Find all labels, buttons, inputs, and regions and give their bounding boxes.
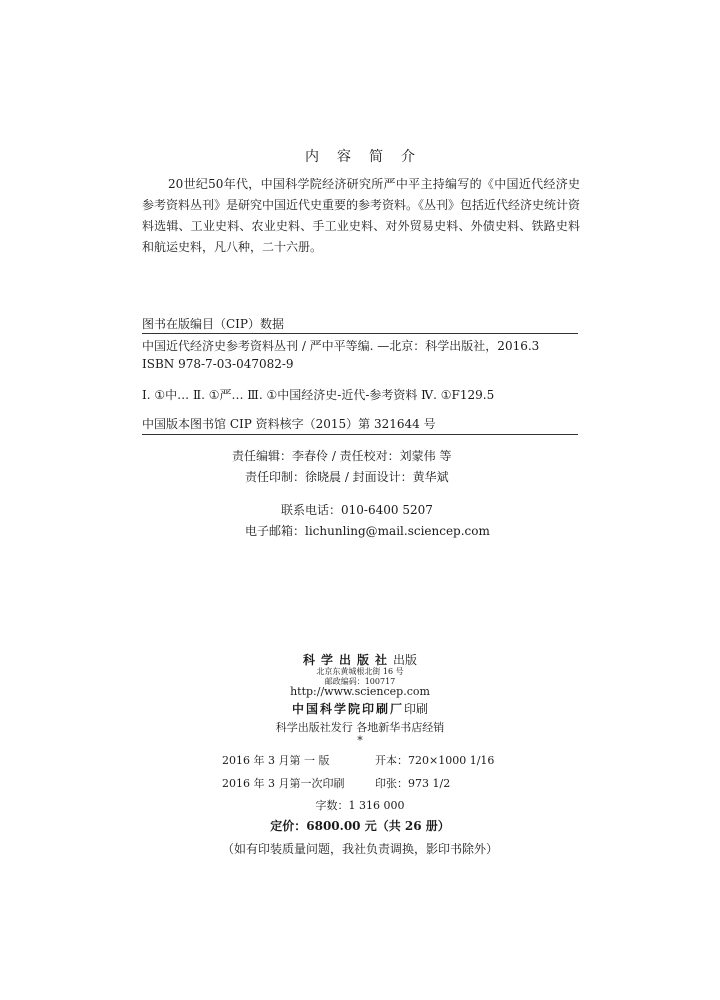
quality-notice: （如有印装质量问题，我社负责调换，影印书除外） [221, 842, 498, 856]
distribution-line: 科学出版社发行 各地新华书店经销 [275, 721, 445, 734]
sheets-line: 印张：973 1/2 [375, 777, 451, 790]
credit-editors: 责任编辑：李春伶 / 责任校对：刘蒙伟 等 [232, 449, 452, 463]
edition-line: 2016 年 3 月第 一 版 [222, 754, 330, 767]
printer-name: 中国科学院印刷厂 [291, 702, 404, 716]
word-count: 字数：1 316 000 [315, 799, 405, 812]
intro-title: 内容简介 [305, 149, 433, 165]
cip-top-rule [142, 333, 578, 334]
cip-classification: Ⅰ. ①中… Ⅱ. ①严… Ⅲ. ①中国经济史-近代-参考资料 Ⅳ. ①F129.5 [142, 388, 495, 402]
publisher-website: http://www.sciencep.com [290, 685, 430, 698]
cip-title-line: 中国近代经济史参考资料丛刊 / 严中平等编. —北京：科学出版社，2016.3 [142, 339, 540, 353]
printer-suffix: 印刷 [404, 702, 429, 716]
price-label: 定价： [270, 819, 307, 833]
cip-heading: 图书在版编目（CIP）数据 [142, 317, 284, 331]
cip-isbn: ISBN 978-7-03-047082-9 [142, 357, 294, 371]
format-line: 开本：720×1000 1/16 [375, 754, 495, 767]
credit-print-cover: 责任印制：徐晓晨 / 封面设计：黄华斌 [245, 470, 449, 484]
publisher-name: 科学出版社 [302, 653, 393, 667]
credit-email: 电子邮箱：lichunling@mail.sciencep.com [245, 524, 490, 538]
separator-star: * [357, 734, 363, 747]
publisher-suffix: 出版 [393, 653, 418, 667]
credit-phone: 联系电话：010-6400 5207 [281, 503, 433, 517]
intro-body [142, 174, 580, 258]
price-value: 6800.00 元（共 26 册） [306, 819, 450, 833]
price-line [0, 817, 720, 834]
publisher-address: 北京东黄城根北街 16 号 [316, 667, 404, 676]
cip-record: 中国版本图书馆 CIP 资料核字（2015）第 321644 号 [142, 417, 436, 431]
printer-line [0, 700, 720, 717]
intro-paragraph: 20世纪50年代，中国科学院经济研究所严中平主持编写的《中国近代经济史参考资料丛刊》是研究中国近代史重要的参考资料。《丛刊》包括近代经济史统计资料选辑、工业史料、农业史料、手工业史料、对外贸易史料、外债史料、铁路史料和航运史料，凡八种，二十六册。 [142, 177, 581, 254]
printing-line: 2016 年 3 月第一次印刷 [222, 777, 345, 790]
publisher-postcode: 邮政编码：100717 [324, 677, 396, 686]
cip-bottom-rule [142, 434, 578, 435]
